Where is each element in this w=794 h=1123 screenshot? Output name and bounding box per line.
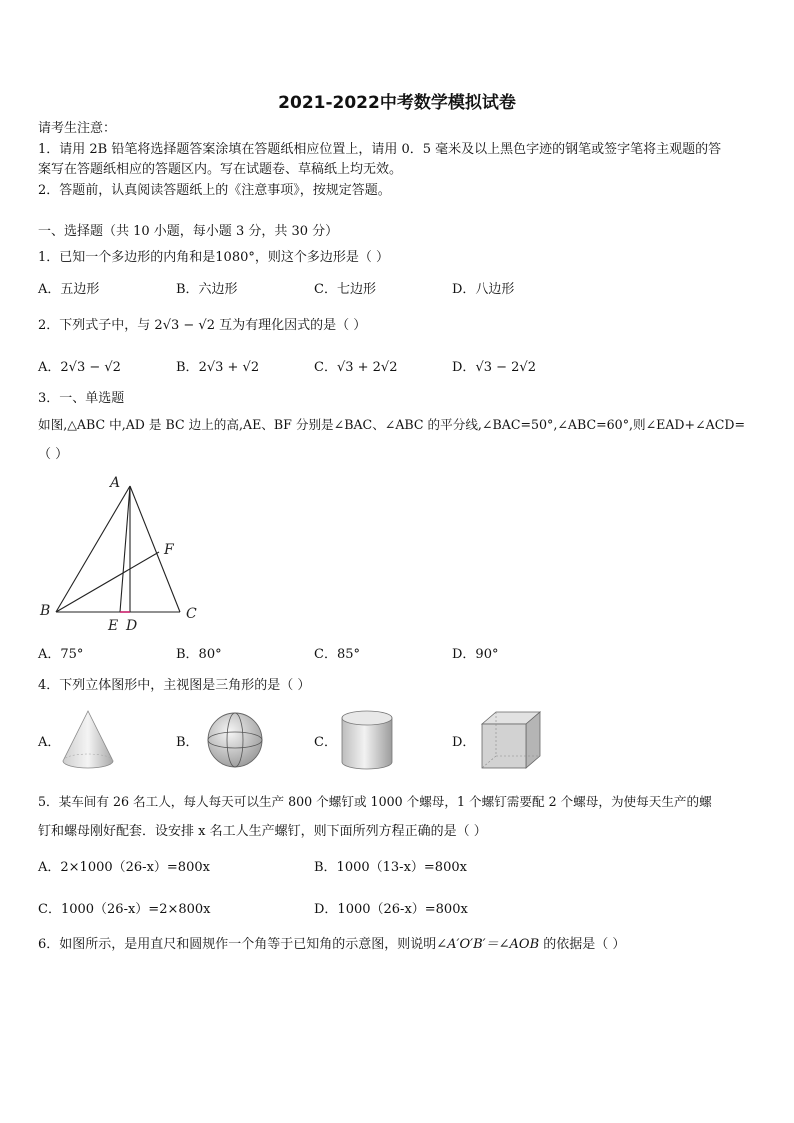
q4-option-b-label: B． [176, 735, 199, 750]
q2-stem-expression: 2√3 − √2 [154, 318, 215, 333]
sphere-icon [205, 710, 265, 770]
q1-option-d: D．八边形 [452, 282, 515, 297]
cube-icon [478, 708, 544, 772]
q4-option-a-label: A． [38, 735, 61, 750]
q6-stem-suffix: 的依据是（ ） [539, 937, 626, 952]
label-a: A [110, 475, 121, 491]
q2-stem-prefix: 2．下列式子中，与 [38, 318, 151, 333]
q6-stem-prefix: 6．如图所示，是用直尺和圆规作一个角等于已知角的示意图，则说明 [38, 937, 437, 952]
q2-option-c-expression: √3 + 2√2 [336, 360, 398, 375]
q2-option-b-expression: 2√3 + √2 [198, 360, 260, 375]
q2-stem-suffix: 互为有理化因式的是（ ） [219, 318, 367, 333]
q3-stem-line-1: 如图,△ABC 中,AD 是 BC 边上的高,AE、BF 分别是∠BAC、∠ABC 的平分线,∠BAC=50°,∠ABC=60°,则∠EAD+∠ACD= [38, 417, 746, 432]
q4-option-d-label: D． [452, 735, 476, 750]
q2-option-d-label: D． [452, 360, 476, 375]
q5-option-a: A．2×1000（26-x）=800x [38, 860, 210, 875]
label-d: D [126, 618, 138, 634]
q2-option-a [38, 358, 121, 377]
q3-heading: 3．一、单选题 [38, 391, 125, 406]
q5-option-d: D．1000（26-x）=800x [314, 902, 468, 917]
q2-option-a-expression: 2√3 − √2 [60, 360, 121, 375]
q1-stem: 1．已知一个多边形的内角和是1080°，则这个多边形是（ ） [38, 250, 389, 265]
q3-option-c: C．85° [314, 647, 360, 662]
notice-heading: 请考生注意： [38, 121, 117, 136]
notice-line-2: 案写在答题纸相应的答题区内。写在试题卷、草稿纸上均无效。 [38, 162, 403, 177]
q2-option-a-label: A． [38, 360, 61, 375]
section-heading: 一、选择题（共 10 小题，每小题 3 分，共 30 分） [38, 224, 339, 239]
q2-option-b [176, 358, 259, 377]
q5-stem-line-2: 钉和螺母刚好配套．设安排 x 名工人生产螺钉，则下面所列方程正确的是（ ） [38, 824, 487, 839]
q1-option-b: B．六边形 [176, 282, 238, 297]
q3-option-d: D．90° [452, 647, 499, 662]
cone-icon [60, 708, 116, 770]
q2-option-c [314, 358, 398, 377]
q2-stem [38, 316, 366, 335]
q3-stem-line-2: （ ） [38, 447, 69, 462]
notice-line-1: 1．请用 2B 铅笔将选择题答案涂填在答题纸相应位置上，请用 0．5 毫米及以上黑色字迹的钢笔或签字笔将主观题的答 [38, 142, 722, 157]
label-f: F [164, 542, 174, 558]
q2-option-d-expression: √3 − 2√2 [475, 360, 536, 375]
label-b: B [40, 603, 51, 619]
q1-option-a: A．五边形 [38, 282, 100, 297]
segment-ab [56, 486, 130, 612]
segment-bf [56, 552, 159, 612]
q4-option-c-label: C． [314, 735, 337, 750]
q5-stem-line-1: 5．某车间有 26 名工人，每人每天可以生产 800 个螺钉或 1000 个螺母，1 个螺钉需要配 2 个螺母，为使每天生产的螺 [38, 794, 712, 809]
label-c: C [186, 606, 197, 622]
q3-option-a: A．75° [38, 647, 84, 662]
segment-ae [120, 486, 130, 612]
q5-option-c: C．1000（26-x）=2×800x [38, 902, 211, 917]
q2-option-c-label: C． [314, 360, 337, 375]
q1-option-c: C．七边形 [314, 282, 376, 297]
page-title: 2021-2022中考数学模拟试卷 [278, 93, 516, 113]
q3-triangle-figure [36, 470, 206, 640]
notice-line-3: 2．答题前，认真阅读答题纸上的《注意事项》，按规定答题。 [38, 183, 391, 198]
q2-option-b-label: B． [176, 360, 199, 375]
cylinder-icon [338, 708, 396, 772]
q6-stem [38, 935, 625, 954]
q4-stem: 4．下列立体图形中，主视图是三角形的是（ ） [38, 678, 311, 693]
q6-stem-expression: ∠A′O′B′＝∠AOB [436, 937, 540, 952]
q3-option-b: B．80° [176, 647, 222, 662]
label-e: E [108, 618, 119, 634]
q2-option-d [452, 358, 536, 377]
q5-option-b: B．1000（13-x）=800x [314, 860, 467, 875]
